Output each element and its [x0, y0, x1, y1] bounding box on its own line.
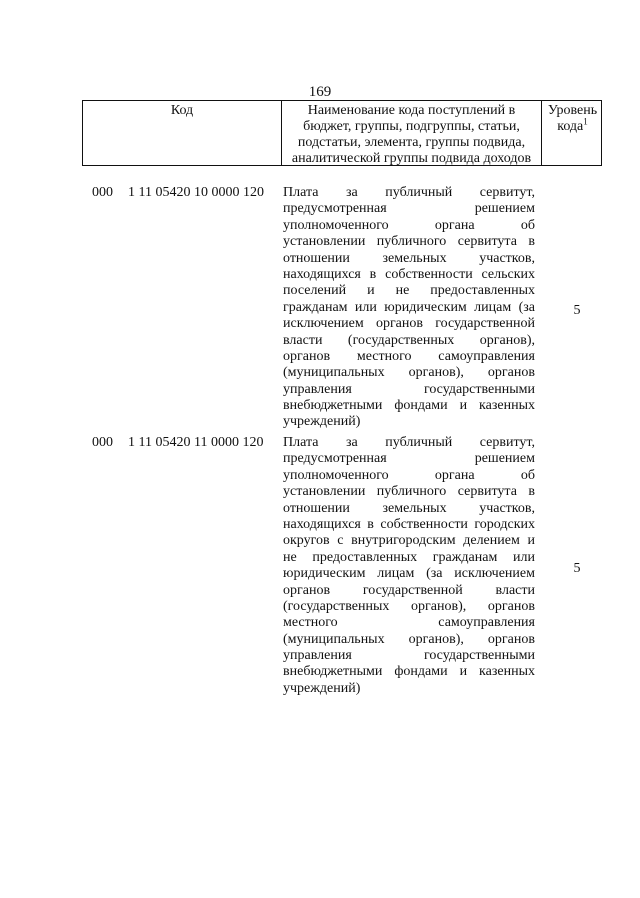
page-number: 169: [308, 84, 332, 100]
description-line: отношении земельных участков,: [283, 500, 535, 516]
description-line: внебюджетными фондами и казенных: [283, 664, 535, 680]
description-line: власти (государственных органов),: [283, 332, 535, 348]
header-level-line1: Уровень: [547, 103, 598, 118]
level-value: 5: [573, 561, 581, 576]
description-line: внебюджетными фондами и казенных: [283, 398, 535, 414]
description-line: учреждений): [283, 414, 361, 430]
header-name-line: аналитической группы подвида доходов: [291, 151, 532, 166]
header-level-line2: кода: [557, 119, 584, 134]
description-line: предусмотренная решением: [283, 451, 535, 467]
admin-code: 000: [92, 185, 113, 200]
description-line: округов с внутригородским делением и: [283, 533, 535, 549]
description-line: гражданам или юридическим лицам (за: [283, 299, 535, 315]
description-line: исключением органов государственной: [283, 316, 535, 332]
description-line: органов местного самоуправления: [283, 348, 535, 364]
description-line: Плата за публичный сервитут,: [283, 435, 535, 450]
description-line: предусмотренная решением: [283, 201, 535, 217]
description-line: (государственных органов), органов: [283, 598, 535, 614]
description-line: отношении земельных участков,: [283, 250, 535, 266]
header-name: [281, 101, 541, 165]
income-description: [283, 185, 535, 431]
description-line: управления государственными: [283, 381, 535, 397]
header-name-line: бюджет, группы, подгруппы, статьи,: [303, 119, 520, 134]
header-code-label: Код: [170, 103, 194, 118]
description-line: находящихся в собственности сельских: [283, 266, 535, 282]
description-line: уполномоченного органа об: [283, 217, 535, 233]
description-line: поселений и не предоставленных: [283, 283, 535, 299]
description-line: органов государственной власти: [283, 582, 535, 598]
admin-code: 000: [92, 435, 113, 450]
description-line: (муниципальных органов), органов: [283, 365, 535, 381]
description-line: управления государственными: [283, 648, 535, 664]
header-level: [541, 101, 603, 165]
description-line: уполномоченного органа об: [283, 467, 535, 483]
table-header: [82, 100, 602, 166]
header-code: [83, 101, 281, 165]
description-line: учреждений): [283, 680, 361, 696]
description-line: местного самоуправления: [283, 615, 535, 631]
level-value: 5: [573, 303, 581, 318]
description-line: юридическим лицам (за исключением: [283, 566, 535, 582]
description-line: установлении публичного сервитута в: [283, 234, 535, 250]
description-line: (муниципальных органов), органов: [283, 631, 535, 647]
income-code: 1 11 05420 11 0000 120: [128, 435, 264, 450]
header-name-line: подстатьи, элемента, группы подвида,: [297, 135, 526, 150]
description-line: Плата за публичный сервитут,: [283, 185, 535, 200]
description-line: установлении публичного сервитута в: [283, 484, 535, 500]
income-description: [283, 435, 535, 697]
description-line: не предоставленных гражданам или: [283, 549, 535, 565]
income-code: 1 11 05420 10 0000 120: [128, 185, 264, 200]
header-level-footnote: 1: [583, 116, 588, 127]
header-name-line: Наименование кода поступлений в: [307, 103, 516, 118]
description-line: находящихся в собственности городских: [283, 516, 535, 532]
